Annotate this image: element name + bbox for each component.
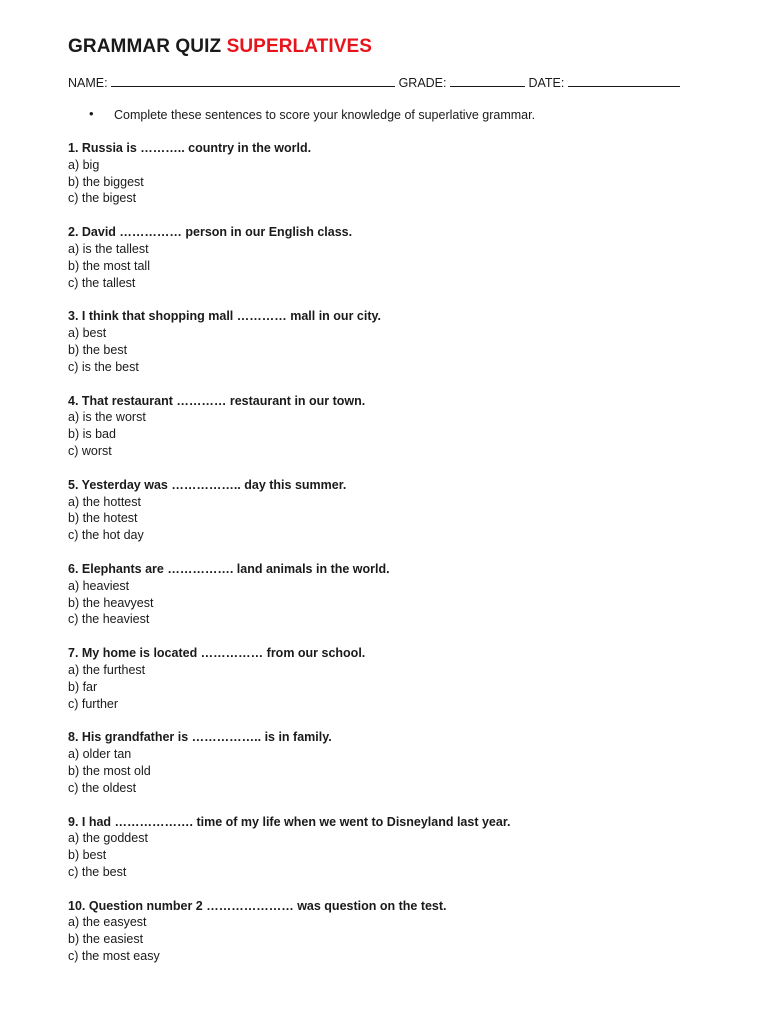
student-fields bbox=[68, 75, 708, 91]
answer-option[interactable]: c) the heaviest bbox=[68, 612, 150, 627]
answer-option[interactable]: a) the easyest bbox=[68, 915, 147, 930]
question-stem: 2. David …………… person in our English class. bbox=[68, 225, 353, 240]
question-stem: 3. I think that shopping mall ………… mall in our city. bbox=[68, 309, 381, 324]
title-accent: SUPERLATIVES bbox=[226, 36, 373, 57]
answer-option[interactable]: a) big bbox=[68, 157, 100, 172]
question-stem: 10. Question number 2 ………………… was question on the test. bbox=[68, 898, 447, 913]
answer-option[interactable]: c) the oldest bbox=[68, 780, 137, 795]
question-list bbox=[68, 140, 708, 965]
instructions bbox=[68, 107, 708, 123]
answer-option[interactable]: a) heaviest bbox=[68, 578, 130, 593]
answer-option[interactable]: b) the heavyest bbox=[68, 595, 154, 610]
question-stem: 4. That restaurant ………… restaurant in our town. bbox=[68, 393, 366, 408]
question-stem: 9. I had ………………. time of my life when we went to Disneyland last year. bbox=[68, 814, 511, 829]
bullet-icon: • bbox=[89, 106, 94, 121]
question-block bbox=[68, 561, 708, 628]
date-blank[interactable] bbox=[568, 75, 680, 87]
question-block bbox=[68, 729, 708, 796]
page-title bbox=[68, 36, 708, 58]
answer-option[interactable]: a) older tan bbox=[68, 747, 132, 762]
answer-option[interactable]: c) is the best bbox=[68, 359, 139, 374]
grade-label: GRADE: bbox=[398, 76, 447, 90]
question-block bbox=[68, 224, 708, 291]
answer-option[interactable]: b) the easiest bbox=[68, 932, 144, 947]
answer-option[interactable]: c) the bigest bbox=[68, 191, 137, 206]
question-block bbox=[68, 477, 708, 544]
answer-option[interactable]: c) the hot day bbox=[68, 528, 144, 543]
question-block bbox=[68, 393, 708, 460]
answer-option[interactable]: c) the best bbox=[68, 864, 127, 879]
date-label: DATE: bbox=[528, 76, 565, 90]
question-block bbox=[68, 898, 708, 965]
answer-option[interactable]: b) the most old bbox=[68, 763, 151, 778]
grade-blank[interactable] bbox=[450, 75, 525, 87]
question-block bbox=[68, 140, 708, 207]
question-stem: 1. Russia is ……….. country in the world. bbox=[68, 141, 312, 155]
answer-option[interactable]: a) best bbox=[68, 326, 107, 341]
question-stem: 8. His grandfather is …………….. is in family. bbox=[68, 730, 332, 745]
answer-option[interactable]: a) is the tallest bbox=[68, 241, 149, 256]
answer-option[interactable]: a) is the worst bbox=[68, 410, 146, 425]
instructions-text: Complete these sentences to score your knowledge of superlative grammar. bbox=[114, 108, 536, 122]
question-stem: 6. Elephants are ……………. land animals in the world. bbox=[68, 561, 390, 576]
question-stem: 7. My home is located …………… from our school. bbox=[68, 646, 366, 661]
answer-option[interactable]: a) the goddest bbox=[68, 831, 148, 846]
answer-option[interactable]: b) best bbox=[68, 848, 107, 863]
question-stem: 5. Yesterday was …………….. day this summer. bbox=[68, 477, 347, 492]
answer-option[interactable]: b) the hotest bbox=[68, 511, 138, 526]
answer-option[interactable]: b) the most tall bbox=[68, 258, 150, 273]
answer-option[interactable]: b) the biggest bbox=[68, 174, 144, 189]
answer-option[interactable]: b) far bbox=[68, 679, 98, 694]
answer-option[interactable]: b) the best bbox=[68, 342, 128, 357]
question-block bbox=[68, 645, 708, 712]
answer-option[interactable]: b) is bad bbox=[68, 427, 116, 442]
quiz-page bbox=[68, 36, 708, 965]
answer-option[interactable]: c) the most easy bbox=[68, 949, 160, 964]
answer-option[interactable]: a) the furthest bbox=[68, 662, 146, 677]
question-block bbox=[68, 308, 708, 375]
name-label: NAME: bbox=[68, 76, 108, 90]
answer-option[interactable]: c) further bbox=[68, 696, 119, 711]
answer-option[interactable]: c) the tallest bbox=[68, 275, 136, 290]
answer-option[interactable]: a) the hottest bbox=[68, 494, 141, 509]
question-block bbox=[68, 814, 708, 881]
answer-option[interactable]: c) worst bbox=[68, 443, 112, 458]
title-main: GRAMMAR QUIZ bbox=[68, 36, 222, 57]
name-blank[interactable] bbox=[111, 75, 395, 87]
